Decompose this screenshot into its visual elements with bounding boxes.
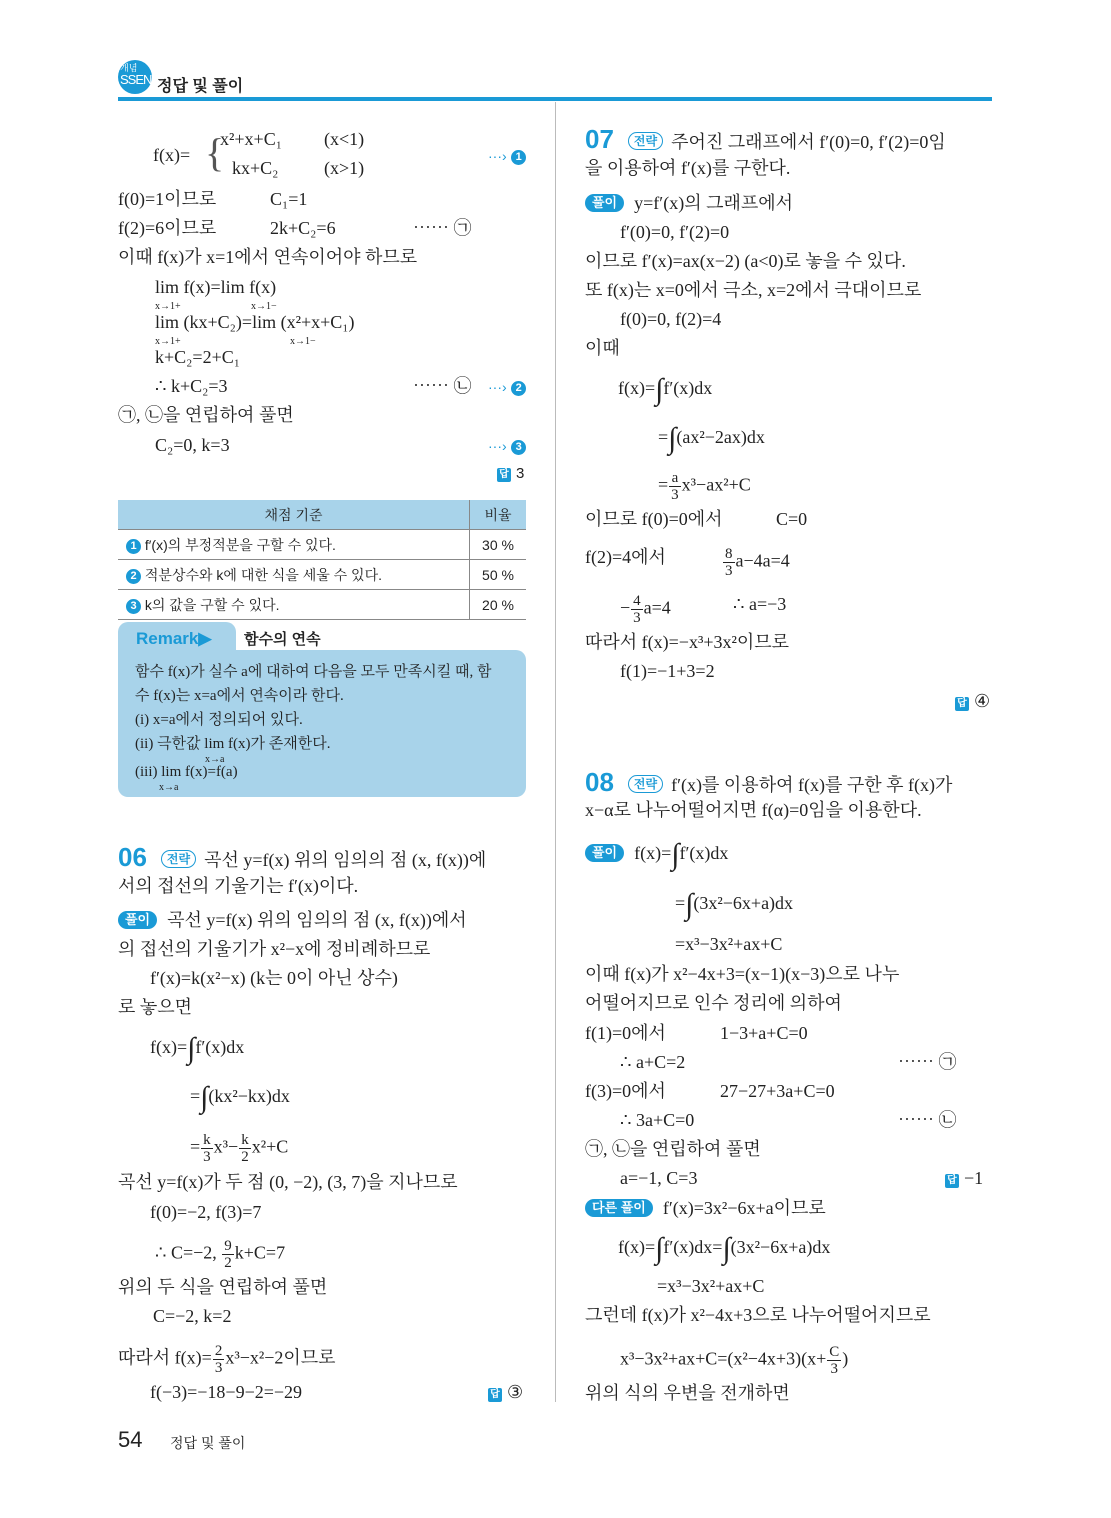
line: k+C₂=2+C₁ [155,347,241,367]
piecewise-lhs: f(x)= [153,145,191,165]
fraction [239,1132,251,1165]
t: f(x)= [150,1037,188,1057]
line: a=−1, C=3 [620,1168,698,1188]
line: 2k+C₂=6 [270,218,336,238]
t: a=4 [643,597,671,618]
line: ∴ k+C₂=3 [155,376,228,396]
solution-badge: 풀이 [118,911,157,929]
fraction-line [118,1343,336,1376]
denominator: 3 [633,610,641,626]
line: ㉠, ㉡을 연립하여 풀면 [585,1139,761,1159]
ratio: 30 % [470,530,527,560]
numerator: k [203,1132,211,1148]
step-marker-1 [488,144,526,167]
t: (3x²−6x+a)dx [730,1237,831,1257]
denominator: 2 [224,1255,232,1271]
numerator: C [829,1344,840,1360]
logo-top-text: 개념 [120,63,138,73]
t: (3x²−6x+a)dx [693,893,794,913]
integral-sign: ∫ [655,373,664,406]
cond2: (x>1) [324,158,365,178]
t: x²+C [251,1136,289,1157]
line: 로 놓으면 [118,997,193,1017]
line: C=0 [776,509,808,529]
t: a−4a=4 [735,550,790,571]
numerator: k [241,1132,249,1148]
ratio: 50 % [470,560,527,590]
limit-sub: x→a [205,754,225,765]
integral-line [618,373,713,406]
integral-line [658,422,765,455]
integral-sign: ∫ [685,888,694,921]
line: 위의 식의 우변을 전개하면 [585,1383,790,1403]
circled-number: 3 [126,599,141,614]
ssen-logo [118,60,152,94]
arrow-icon: ···› [488,379,507,395]
line: 이므로 f′(x)=ax(x−2) (a<0)로 놓을 수 있다. [585,251,906,271]
t: x³− [213,1136,239,1157]
line: 이므로 f(0)=0에서 [585,509,723,529]
piece2: kx+C₂ [232,158,279,178]
line: C=−2, k=2 [153,1306,232,1326]
col-header: 비율 [470,500,527,530]
line: f(2)=4에서 [585,547,666,567]
line: 어떨어지므로 인수 정리에 의하여 [585,993,842,1013]
remark-title: 함수의 연속 [244,631,321,648]
equation-tag: ⋯⋯ ㉠ [413,218,472,238]
limit-sub: x→1+ [155,301,181,312]
fraction-line [658,470,751,503]
line: =x³−3x²+ax+C [675,934,783,954]
answer [497,463,524,485]
t: f(x)= [618,378,656,398]
remark-label: Remark▶ [118,622,236,656]
t: f(x)= [634,843,672,863]
limit-sub: x→1− [290,336,316,347]
remark-line [135,761,238,793]
alt-solution-badge: 다른 풀이 [585,1199,653,1217]
limit-sub: x→1− [251,301,277,312]
fraction [631,593,643,626]
step-marker-3 [488,434,526,457]
limit-line [155,276,277,312]
t: x³−x²−2이므로 [225,1347,336,1368]
fraction [827,1344,841,1377]
piecewise-brace: { [205,130,225,175]
integral-sign: ∫ [722,1232,731,1265]
t: k+C=7 [234,1242,286,1263]
line: 의 접선의 기울기가 x²−x에 정비례하므로 [118,939,431,959]
line: f(1)=0에서 [585,1023,666,1043]
solution-badge: 풀이 [585,194,624,212]
integral-sign: ∫ [655,1232,664,1265]
line: 이때 f(x)가 x=1에서 연속이어야 하므로 [118,247,418,267]
step-marker-2 [488,375,526,398]
fraction-line [620,1344,848,1377]
line: f′(x)=k(x²−x) (k는 0이 아닌 상수) [150,968,398,988]
solution-start [585,838,729,871]
answer-icon: 답 [955,697,969,711]
line: f(0)=1이므로 [118,189,217,209]
line: 이때 f(x)가 x²−4x+3=(x−1)(x−3)으로 나누 [585,964,900,984]
denominator: 3 [725,563,733,579]
limit-expr: lim (kx+C₂)=lim (x²+x+C₁) [155,312,355,332]
criterion: k의 값을 구할 수 있다. [144,596,280,613]
answer-value: 3 [516,465,525,482]
equation-tag: ⋯⋯ ㉡ [413,376,472,396]
piece1: x²+x+C₁ [220,129,282,149]
line: f(3)=0에서 [585,1081,666,1101]
column-divider [555,102,556,1402]
problem-07-header [585,124,946,154]
answer-icon: 답 [945,1174,959,1188]
integral-sign: ∫ [200,1081,209,1114]
line: 따라서 f(x)=−x³+3x²이므로 [585,632,790,652]
strategy-badge: 전략 [628,775,663,793]
limit-sub: x→a [159,782,179,793]
t: ) [842,1348,849,1369]
line: x−α로 나누어떨어지면 f(α)=0임을 이용한다. [585,800,922,820]
col-header: 채점 기준 [118,500,470,530]
line: f(−3)=−18−9−2=−29 [150,1382,303,1402]
t: x³−ax²+C [681,474,751,495]
t: = [658,427,669,447]
line: f′(0)=0, f′(2)=0 [620,222,730,242]
problem-06-header [118,842,487,872]
remark-line: (i) x=a에서 정의되어 있다. [135,712,303,728]
table-row [118,560,526,590]
fraction-line [620,593,671,626]
arrow-icon: ···› [488,148,507,164]
table-row [118,590,526,620]
denominator: 3 [830,1361,838,1377]
line: ∴ a+C=2 [620,1052,686,1072]
denominator: 3 [671,487,679,503]
limit-line [155,311,355,347]
numerator: 2 [214,1343,223,1359]
t: f′(x)dx [679,843,729,863]
remark-line: 함수 f(x)가 실수 a에 대하여 다음을 모두 만족시킬 때, 함 [135,664,492,680]
arrow-icon: ···› [488,438,507,454]
equation-tag: ⋯⋯ ㉡ [898,1110,957,1130]
integral-sign: ∫ [668,422,677,455]
solution-start [118,909,467,931]
line-text: y=f′(x)의 그래프에서 [634,193,794,213]
answer-value: ④ [974,691,991,711]
table-row [118,530,526,560]
circled-number: 1 [126,539,141,554]
line: 27−27+3a+C=0 [720,1081,835,1101]
integral-line [190,1081,290,1114]
t: − [620,597,631,618]
t: 따라서 f(x)= [118,1347,212,1368]
cond1: (x<1) [324,129,365,149]
fraction [201,1132,213,1165]
remark-line [135,733,331,765]
footer-title: 정답 및 풀이 [170,1435,246,1451]
numerator: a [669,470,681,487]
t: = [190,1086,201,1106]
line-text: f′(x)=3x²−6x+a이므로 [662,1198,826,1218]
problem-08-header [585,767,953,797]
fraction [222,1238,234,1271]
line: ㉠, ㉡을 연립하여 풀면 [118,405,294,425]
logo-bottom-text: SSEN [120,72,152,87]
strategy-badge: 전략 [628,132,663,150]
fraction-line [190,1132,288,1165]
remark-text: (ii) 극한값 lim f(x)가 존재한다. [135,736,331,752]
grading-table [118,500,526,620]
problem-number: 07 [585,124,614,154]
line: 이때 [585,338,620,358]
answer [488,1381,523,1403]
criterion: 적분상수와 k에 대한 식을 세울 수 있다. [144,566,382,583]
line: C₁=1 [270,189,308,209]
strategy-text: 곡선 y=f(x) 위의 임의의 점 (x, f(x))에 [204,850,487,870]
denominator: 3 [214,1360,223,1376]
remark-line: 수 f(x)는 x=a에서 연속이라 한다. [135,688,344,704]
answer [955,690,990,712]
line: 위의 두 식을 연립하여 풀면 [118,1277,328,1297]
fraction-line [722,546,790,579]
strategy-badge: 전략 [161,850,196,868]
fraction [213,1343,225,1376]
line: 그런데 f(x)가 x²−4x+3으로 나누어떨어지므로 [585,1305,931,1325]
line: 을 이용하여 f′(x)를 구한다. [585,158,791,178]
t: f′(x)dx= [663,1237,723,1257]
t: f(x)= [618,1237,656,1257]
answer-icon: 답 [497,468,511,482]
circled-number: 1 [511,150,526,165]
equation-tag: ⋯⋯ ㉠ [898,1052,957,1072]
criterion: f′(x)의 부정적분을 구할 수 있다. [144,536,336,553]
line: 또 f(x)는 x=0에서 극소, x=2에서 극대이므로 [585,280,922,300]
line: 서의 접선의 기울기는 f′(x)이다. [118,876,359,896]
circled-number: 2 [511,381,526,396]
answer-value: −1 [964,1168,984,1188]
line: ∴ 3a+C=0 [620,1110,695,1130]
line: =x³−3x²+ax+C [657,1276,765,1296]
line-text: 곡선 y=f(x) 위의 임의의 점 (x, f(x))에서 [167,910,467,930]
circled-number: 2 [126,569,141,584]
t: f′(x)dx [663,378,713,398]
line: f(2)=6이므로 [118,218,217,238]
section-title: 정답 및 풀이 [157,78,244,95]
alt-solution-start [585,1197,826,1219]
problem-number: 06 [118,842,147,872]
t: = [675,893,686,913]
strategy-text: f′(x)를 이용하여 f(x)를 구한 후 f(x)가 [671,775,953,795]
strategy-text: 주어진 그래프에서 f′(0)=0, f′(2)=0임 [671,132,946,152]
line: 1−3+a+C=0 [720,1023,808,1043]
line: f(0)=−2, f(3)=7 [150,1202,262,1222]
answer-icon: 답 [488,1388,502,1402]
line: f(1)=−1+3=2 [620,661,715,681]
integral-line [150,1032,245,1065]
denominator: 3 [203,1149,211,1165]
solution-start [585,192,793,214]
circled-number: 3 [511,440,526,455]
remark-text: (iii) lim f(x)=f(a) [135,764,238,780]
line: f(0)=0, f(2)=4 [620,309,722,329]
answer [945,1167,983,1189]
page-number: 54 [118,1427,143,1452]
numerator: 4 [633,593,641,609]
t: ∴ C=−2, [155,1242,222,1263]
t: (kx²−kx)dx [208,1086,290,1106]
line: ∴ a=−3 [733,594,787,614]
t: f′(x)dx [195,1037,245,1057]
limit-sub: x→1+ [155,336,181,347]
problem-number: 08 [585,767,614,797]
integral-sign: ∫ [671,838,680,871]
line: 곡선 y=f(x)가 두 점 (0, −2), (3, 7)을 지나므로 [118,1172,458,1192]
limit-expr: lim f(x)=lim f(x) [155,277,277,297]
line: C₂=0, k=3 [155,435,230,455]
denominator: 2 [241,1149,249,1165]
solution-badge: 풀이 [585,844,624,862]
fraction-line [155,1238,285,1271]
numerator: 8 [725,546,733,562]
numerator: 9 [224,1238,232,1254]
fraction [723,546,735,579]
answer-value: ③ [507,1382,524,1402]
t: = [190,1136,201,1157]
integral-line [675,888,794,921]
header-rule [118,97,992,101]
integral-line [618,1232,831,1265]
t: (ax²−2ax)dx [676,427,765,447]
integral-sign: ∫ [187,1032,196,1065]
fraction [669,470,681,503]
t: x³−3x²+ax+C=(x²−4x+3)(x+ [620,1348,827,1369]
t: = [658,474,669,495]
ratio: 20 % [470,590,527,620]
